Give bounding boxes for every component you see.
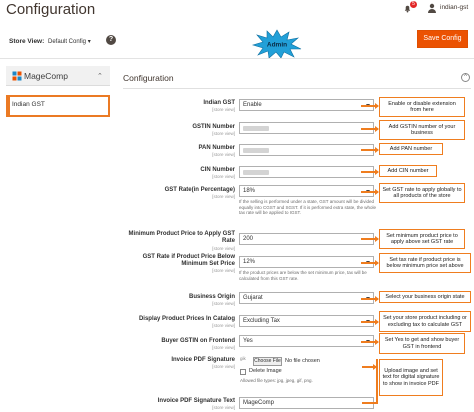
callout-display-prices: Set your store product including or excluding tax to calculate GST xyxy=(379,311,471,332)
chevron-up-icon[interactable]: ⌃ xyxy=(97,73,103,80)
field-scope: [store view] xyxy=(212,246,235,251)
field-scope: [store view] xyxy=(212,174,235,179)
callout-business-origin: Select your business origin state xyxy=(379,291,471,303)
callout-arrow xyxy=(361,321,378,323)
callout-arrow xyxy=(362,402,376,404)
callout-min-price: Set minimum product price to apply above set GST rate xyxy=(379,229,465,249)
gst-below-note: If the product prices are below the set minimum price, tax will be calculated from this GST rate. xyxy=(239,270,367,281)
callout-arrow xyxy=(361,238,378,240)
user-menu[interactable]: indian-gst xyxy=(440,4,469,11)
field-scope: [store view] xyxy=(212,152,235,157)
collapse-icon[interactable]: ^ xyxy=(461,73,470,82)
tab-indian-gst-label: Indian GST xyxy=(12,101,45,108)
gst-rate-select[interactable]: 18% xyxy=(239,185,374,197)
field-label-min-price: Minimum Product Price to Apply GST Rate xyxy=(128,231,235,244)
callout-buyer-gstin: Set Yes to get and show buyer GST in frontend xyxy=(379,333,465,354)
field-label-cin: CIN Number xyxy=(200,167,235,173)
field-scope: [store view] xyxy=(212,131,235,136)
callout-arrow xyxy=(361,341,378,343)
no-file-text: No file chosen xyxy=(285,358,320,364)
help-icon[interactable]: ? xyxy=(106,35,116,45)
indian-gst-select[interactable]: Enable xyxy=(239,99,374,111)
callout-cin: Add CIN number xyxy=(379,165,437,177)
tab-group-label: MageComp xyxy=(24,71,68,81)
delete-image-label: Delete Image xyxy=(249,368,282,374)
field-label-pan: PAN Number xyxy=(198,145,235,151)
field-scope: [store view] xyxy=(212,301,235,306)
save-config-button[interactable]: Save Config xyxy=(417,30,468,48)
callout-arrow xyxy=(361,105,378,107)
store-view-value: Default Config xyxy=(48,39,87,45)
callout-arrow xyxy=(361,171,378,173)
user-icon[interactable] xyxy=(427,3,437,13)
field-label-gstin: GSTIN Number xyxy=(192,124,235,130)
field-label-buyer-gstin: Buyer GSTIN on Frontend xyxy=(161,338,235,344)
signature-thumbnail: gik xyxy=(240,356,246,361)
field-scope: [store view] xyxy=(212,107,235,112)
page-title: Configuration xyxy=(6,1,96,18)
gstin-input[interactable] xyxy=(239,122,374,134)
field-scope: [store view] xyxy=(212,268,235,273)
redacted-value xyxy=(243,126,269,131)
notification-badge: 5 xyxy=(410,1,417,8)
choose-file-button[interactable]: Choose File xyxy=(254,358,281,364)
section-divider xyxy=(123,88,471,89)
display-prices-select[interactable]: Excluding Tax xyxy=(239,315,374,327)
field-label-indian-gst: Indian GST xyxy=(203,100,235,106)
callout-arrow xyxy=(361,128,378,130)
section-title[interactable]: Configuration xyxy=(123,73,174,83)
callout-signature: Upload image and set text for digital signature to show in invoice PDF xyxy=(379,359,443,396)
allowed-file-types: Allowed file types: jpg, jpeg, gif, png. xyxy=(240,378,313,383)
toolbar-divider xyxy=(0,58,474,59)
callout-pan: Add PAN number xyxy=(379,143,443,155)
gst-rate-note: If the selling is performed under a state, GST amount will be divided equally into CGST and SGST. If it is performed extra state, the whole tax rate will be applied to IGST. xyxy=(239,199,376,215)
field-scope: [store view] xyxy=(212,345,235,350)
magecomp-logo-icon xyxy=(12,71,22,81)
buyer-gstin-select[interactable]: Yes xyxy=(239,335,374,347)
field-scope: [store view] xyxy=(212,194,235,199)
callout-arrow xyxy=(362,366,376,368)
callout-arrow xyxy=(361,191,378,193)
field-scope: [store view] xyxy=(212,405,235,410)
gst-below-select[interactable]: 12% xyxy=(239,256,374,268)
redacted-value xyxy=(243,148,269,153)
business-origin-select[interactable]: Gujarat xyxy=(239,292,374,304)
min-price-input[interactable]: 200 xyxy=(239,233,374,245)
redacted-value xyxy=(243,170,269,175)
field-label-signature-text: Invoice PDF Signature Text xyxy=(157,398,235,404)
field-label-display-prices: Display Product Prices In Catalog xyxy=(138,316,235,322)
admin-starburst-badge xyxy=(251,29,303,59)
cin-input[interactable] xyxy=(239,166,374,178)
callout-arrow xyxy=(361,298,378,300)
store-view-label: Store View: xyxy=(9,38,45,45)
callout-arrow xyxy=(361,149,378,151)
store-view-switcher[interactable] xyxy=(48,38,91,45)
field-scope: [store view] xyxy=(212,364,235,369)
field-scope: [store view] xyxy=(212,323,235,328)
field-label-signature: Invoice PDF Signature xyxy=(171,357,235,363)
field-label-gst-below: GST Rate if Product Price Below Minimum Set Price xyxy=(142,254,235,267)
callout-gstin: Add GSTIN number of your business xyxy=(379,120,465,140)
callout-indian-gst: Enable or disable extension from here xyxy=(379,97,465,117)
callout-gst-below: Set tax rate if product price is below minimum price set above xyxy=(379,253,471,273)
field-label-gst-rate: GST Rate(in Percentage) xyxy=(164,187,235,193)
field-label-business-origin: Business Origin xyxy=(188,294,235,300)
callout-gst-rate: Set GST rate to apply globally to all products of the store xyxy=(379,183,465,203)
admin-badge-label: Admin xyxy=(266,41,288,49)
callout-arrow xyxy=(361,262,378,264)
pan-input[interactable] xyxy=(239,144,374,156)
delete-image-checkbox[interactable] xyxy=(240,369,246,375)
chevron-down-icon: ▾ xyxy=(87,39,91,45)
signature-text-input[interactable]: MageComp xyxy=(239,397,374,409)
